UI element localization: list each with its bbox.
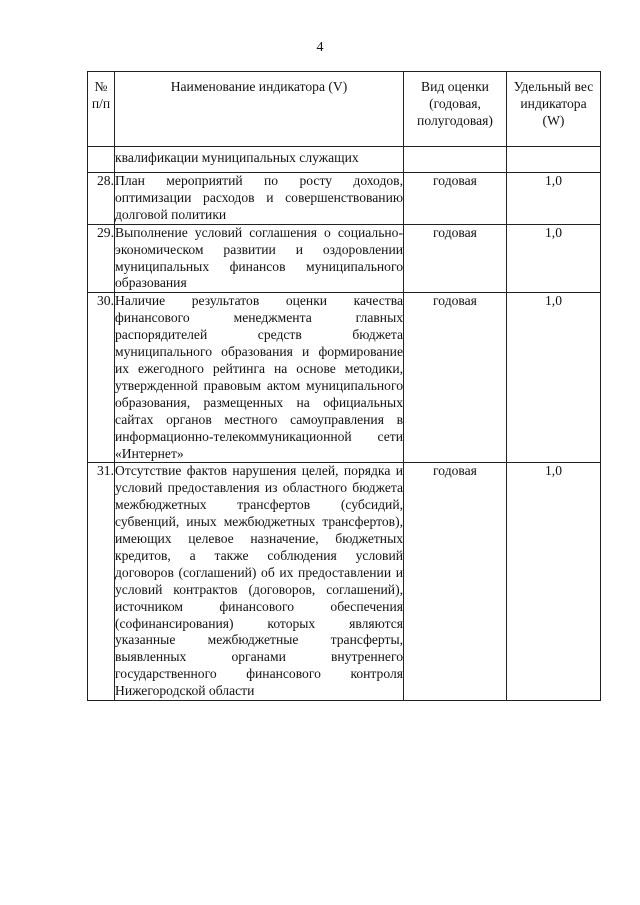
row-num: 28. [88,173,115,225]
row-assessment-type: годовая [404,463,507,701]
header-name [115,72,404,147]
row-num: 30. [88,293,115,463]
row-weight: 1,0 [507,224,601,293]
row-indicator-text: Выполнение условий соглашения о социально-экономическом развитии и оздоровлении муниципальных финансов муниципального образования [115,224,403,291]
row-indicator-name [115,224,404,293]
continuation-type [404,147,507,173]
row-assessment-type: годовая [404,224,507,293]
continuation-row [88,147,601,173]
page-number: 4 [316,40,324,55]
row-weight: 1,0 [507,293,601,463]
row-num: 29. [88,224,115,293]
header-num-label: № п/п [91,79,111,111]
header-type-label: Вид оценки (годовая, полугодовая) [417,79,493,128]
table-row [88,293,601,463]
row-weight: 1,0 [507,463,601,701]
header-type [404,72,507,147]
header-weight-label: Удельный вес индикатора (W) [513,79,594,128]
row-indicator-text: Отсутствие фактов нарушения целей, порядка и условий предоставления из областного бюджета межбюджетных трансфертов (субсидий, субвенций, иных межбюджетных трансфертов), имеющих целевое назначение, бюджетных кредитов, а также соблюдения условий договоров (соглашений) об их предоставлении и условий контрактов (договоров, соглашений), источником финансового обеспечения (софинансирования) которых являются указанные межбюджетные трансферты, выявленных органами внутреннего государственного финансового контроля Нижегородской области [115,463,403,699]
row-indicator-text: План мероприятий по росту доходов, оптимизации расходов и совершенствованию долговой политики [115,173,403,222]
row-num: 31. [88,463,115,701]
row-assessment-type: годовая [404,293,507,463]
row-indicator-text: Наличие результатов оценки качества финансового менеджмента главных распорядителей средств бюджета муниципального образования и формирование их ежегодного рейтинга на основе методики, утвержденной правовым актом муниципального образования, размещенных на официальных сайтах органов местного самоуправления в информационно-телекоммуникационной сети «Интернет» [115,293,403,461]
header-name-label: Наименование индикатора (V) [170,79,348,94]
continuation-text: квалификации муниципальных служащих [115,147,404,173]
table-row [88,173,601,225]
row-indicator-name [115,463,404,701]
row-weight: 1,0 [507,173,601,225]
row-indicator-name [115,293,404,463]
header-num [88,72,115,147]
continuation-num [88,147,115,173]
table-row [88,224,601,293]
indicators-table [87,71,601,701]
row-indicator-name [115,173,404,225]
header-weight [507,72,601,147]
continuation-weight [507,147,601,173]
table-header-row [88,72,601,147]
table-row [88,463,601,701]
row-assessment-type: годовая [404,173,507,225]
